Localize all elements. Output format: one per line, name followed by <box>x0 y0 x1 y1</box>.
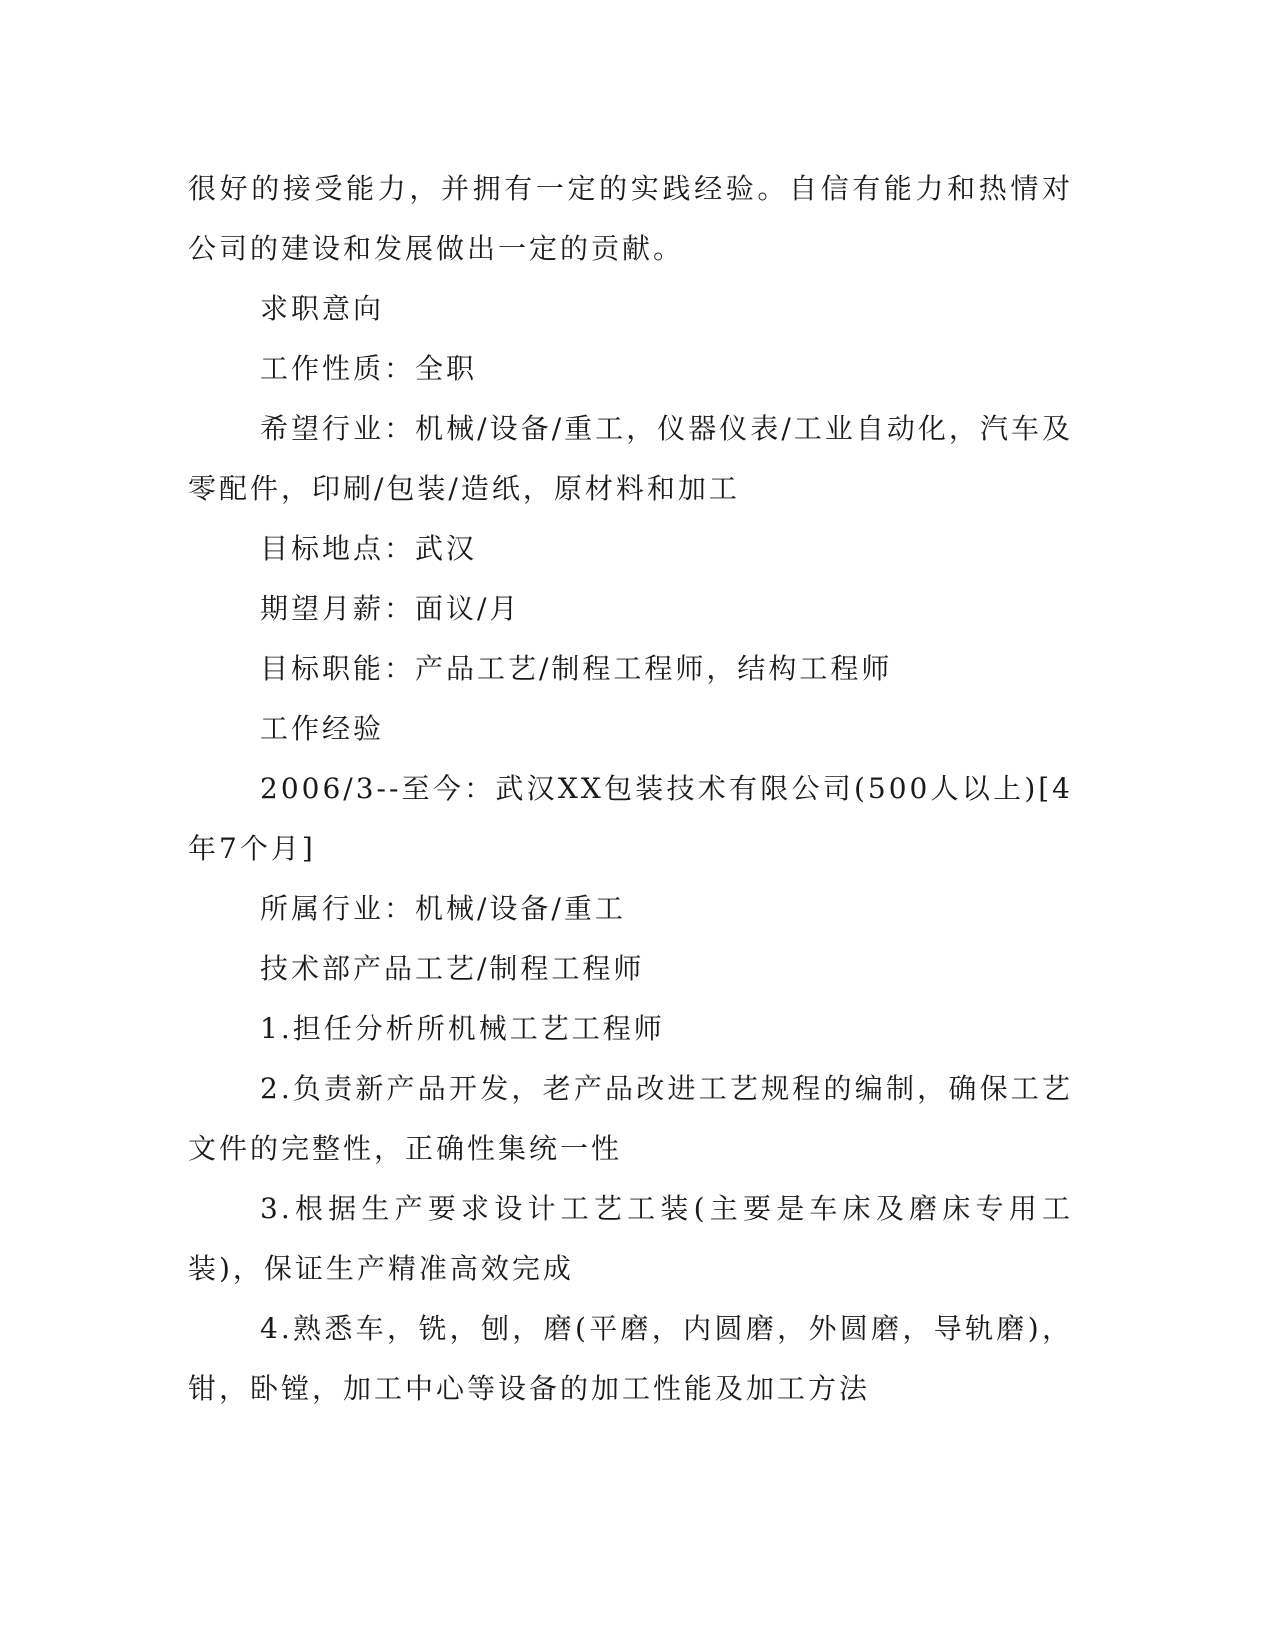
section-heading-work-experience: 工作经验 <box>260 712 385 745</box>
field-department-position: 技术部产品工艺/制程工程师 <box>260 952 645 985</box>
duty-item-2: 2.负责新产品开发，老产品改进工艺规程的编制，确保工艺文件的完整性，正确性集统一性 <box>188 1072 1073 1165</box>
field-target-function: 目标职能：产品工艺/制程工程师，结构工程师 <box>260 652 893 685</box>
field-expected-salary: 期望月薪：面议/月 <box>260 592 521 625</box>
field-target-location: 目标地点：武汉 <box>260 532 478 565</box>
duty-item-1: 1.担任分析所机械工艺工程师 <box>260 1012 665 1045</box>
field-job-type: 工作性质：全职 <box>260 352 478 385</box>
document-body <box>188 159 1073 1419</box>
duty-item-3: 3.根据生产要求设计工艺工装(主要是车床及磨床专用工装)，保证生产精准高效完成 <box>188 1192 1073 1285</box>
experience-period-company: 2006/3--至今：武汉XX包装技术有限公司(500人以上)[4年7个月] <box>188 772 1073 865</box>
field-desired-industry: 希望行业：机械/设备/重工，仪器仪表/工业自动化，汽车及零配件，印刷/包装/造纸，原材料和加工 <box>188 412 1073 505</box>
duty-item-4: 4.熟悉车，铣，刨，磨(平磨，内圆磨，外圆磨，导轨磨)，钳，卧镗，加工中心等设备的加工性能及加工方法 <box>188 1312 1073 1405</box>
section-heading-job-intention: 求职意向 <box>260 292 385 325</box>
paragraph-intro-continuation: 很好的接受能力，并拥有一定的实践经验。自信有能力和热情对公司的建设和发展做出一定的贡献。 <box>188 172 1073 265</box>
field-industry: 所属行业：机械/设备/重工 <box>260 892 626 925</box>
